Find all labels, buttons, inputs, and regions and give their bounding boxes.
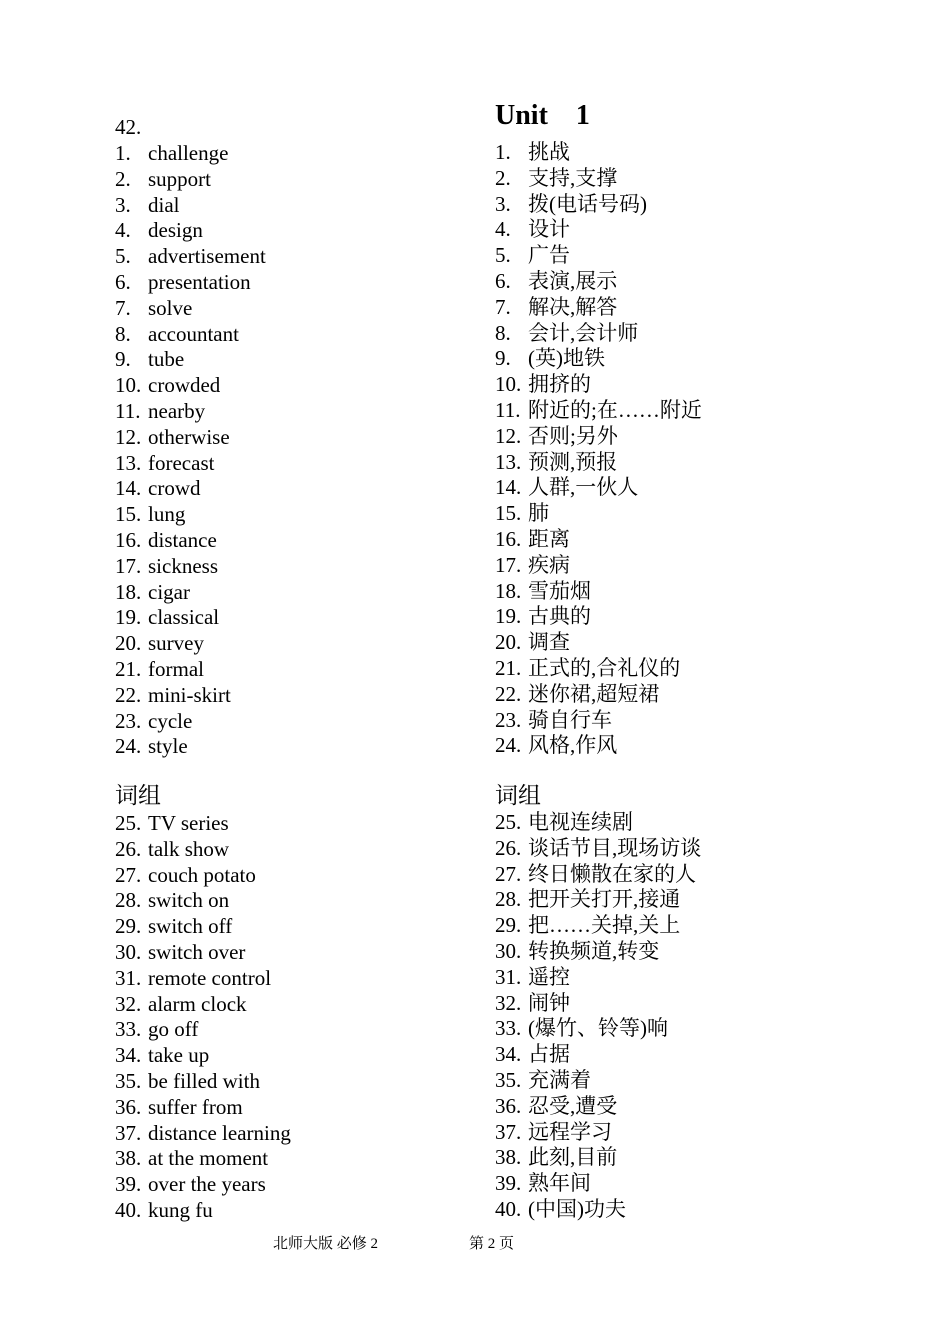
word-row xyxy=(115,656,204,682)
item-text: 支持,支撑 xyxy=(528,165,618,190)
item-number: 36. xyxy=(495,1093,522,1118)
phrase-row xyxy=(495,886,680,912)
item-number: 26. xyxy=(115,836,142,861)
item-text: mini-skirt xyxy=(148,682,231,707)
item-text: dial xyxy=(148,192,180,217)
item-number: 8. xyxy=(115,321,131,346)
item-number: 33. xyxy=(495,1016,522,1041)
phrase-row xyxy=(115,1094,243,1120)
item-number: 5. xyxy=(495,243,511,268)
phrase-row xyxy=(495,1119,612,1145)
word-row xyxy=(115,604,219,630)
item-text: (中国)功夫 xyxy=(528,1197,626,1221)
item-text: 表演,展示 xyxy=(528,269,618,293)
item-number: 26. xyxy=(495,835,522,860)
item-text: style xyxy=(148,734,188,759)
phrase-row xyxy=(115,991,247,1017)
page-number: 第 2 页 xyxy=(469,1236,515,1252)
item-text: 占据 xyxy=(528,1042,570,1067)
word-row xyxy=(495,371,591,397)
word-row xyxy=(495,449,617,475)
phrase-row xyxy=(115,810,229,836)
item-number: 10. xyxy=(495,372,522,397)
phrase-row xyxy=(115,1145,268,1171)
word-row xyxy=(115,708,192,734)
item-text: 风格,作风 xyxy=(528,733,618,758)
item-text: 谈话节目,现场访谈 xyxy=(528,835,702,860)
item-text: switch off xyxy=(148,914,233,939)
item-number: 17. xyxy=(495,552,522,577)
item-number: 21. xyxy=(495,656,522,680)
item-number: 13. xyxy=(115,450,142,475)
word-row xyxy=(495,397,702,423)
word-row xyxy=(115,346,184,372)
item-text: 广告 xyxy=(528,243,570,268)
item-number: 3. xyxy=(495,191,511,216)
item-number: 12. xyxy=(115,424,142,449)
phrase-row xyxy=(495,1015,668,1041)
word-row xyxy=(495,655,680,681)
item-number: 15. xyxy=(495,501,522,526)
phrase-row xyxy=(495,990,570,1016)
item-number: 36. xyxy=(115,1094,142,1119)
item-text: switch on xyxy=(148,888,230,913)
phrase-row xyxy=(495,809,633,835)
word-row xyxy=(495,345,605,371)
item-text: take up xyxy=(148,1043,210,1068)
item-number: 25. xyxy=(115,811,142,835)
item-text: 把开关打开,接通 xyxy=(528,887,681,912)
item-text: design xyxy=(148,218,203,243)
item-text: 把……关掉,关上 xyxy=(528,913,681,938)
item-number: 27. xyxy=(495,861,522,886)
item-number: 35. xyxy=(495,1068,522,1092)
item-number: 14. xyxy=(495,475,522,500)
item-text: otherwise xyxy=(148,424,230,449)
item-text: cycle xyxy=(148,708,193,733)
word-row xyxy=(115,450,214,476)
item-text: 遥控 xyxy=(528,964,570,989)
item-number: 18. xyxy=(115,579,142,604)
item-text: 肺 xyxy=(528,501,549,526)
item-text: lung xyxy=(148,502,186,527)
edition-label: 北师大版 必修 2 xyxy=(273,1236,379,1252)
phrase-heading-chinese: 词组 xyxy=(495,783,541,808)
item-number: 40. xyxy=(495,1197,522,1221)
word-row xyxy=(495,165,617,191)
phrase-row xyxy=(495,1093,617,1119)
item-number: 2. xyxy=(495,165,511,190)
word-row xyxy=(115,243,266,269)
word-row xyxy=(115,553,218,579)
item-text: 远程学习 xyxy=(528,1119,612,1144)
item-text: 人群,一伙人 xyxy=(528,475,639,500)
item-text: 此刻,目前 xyxy=(528,1145,618,1170)
item-text: 闹钟 xyxy=(528,990,570,1015)
item-text: forecast xyxy=(148,450,215,475)
item-text: 终日懒散在家的人 xyxy=(528,861,696,886)
word-row xyxy=(495,500,549,526)
item-text: 附近的;在……附近 xyxy=(528,398,702,422)
word-row xyxy=(115,217,203,243)
item-text: formal xyxy=(148,657,204,681)
item-text: switch over xyxy=(148,940,246,964)
word-row xyxy=(495,526,570,552)
item-text: alarm clock xyxy=(148,991,247,1016)
item-number: 29. xyxy=(115,914,142,939)
item-text: at the moment xyxy=(148,1146,269,1171)
item-text: 熟年间 xyxy=(528,1171,591,1196)
item-number: 15. xyxy=(115,502,142,527)
item-number: 31. xyxy=(495,964,522,989)
item-text: accountant xyxy=(148,321,239,346)
word-row xyxy=(495,242,570,268)
phrase-heading-english: 词组 xyxy=(115,783,161,808)
word-row xyxy=(495,191,647,217)
item-number: 16. xyxy=(115,528,142,552)
word-row xyxy=(115,295,192,321)
item-text: tube xyxy=(148,347,185,372)
item-text: crowded xyxy=(148,373,221,398)
item-number: 6. xyxy=(115,270,131,294)
item-number: 22. xyxy=(495,681,522,706)
word-row xyxy=(495,268,617,294)
item-text: 转换频道,转变 xyxy=(528,939,660,963)
word-row xyxy=(115,501,185,527)
item-number: 19. xyxy=(495,604,522,629)
word-row xyxy=(495,552,570,578)
word-row xyxy=(495,216,570,242)
item-text: 雪茄烟 xyxy=(528,578,591,603)
item-number: 20. xyxy=(495,630,522,655)
phrase-row xyxy=(115,1068,260,1094)
item-text: 拥挤的 xyxy=(528,372,591,397)
word-row xyxy=(115,269,251,295)
item-number: 38. xyxy=(115,1146,142,1171)
item-number: 33. xyxy=(115,1017,142,1042)
item-number: 39. xyxy=(115,1172,142,1197)
item-number: 34. xyxy=(115,1043,142,1068)
item-number: 22. xyxy=(115,682,142,707)
item-number: 38. xyxy=(495,1145,522,1170)
item-text: nearby xyxy=(148,399,206,423)
item-text: 电视连续剧 xyxy=(528,810,633,834)
item-number: 29. xyxy=(495,913,522,938)
item-number: 21. xyxy=(115,657,142,681)
phrase-row xyxy=(115,913,232,939)
item-text: survey xyxy=(148,631,204,656)
word-row xyxy=(115,527,217,553)
item-number: 25. xyxy=(495,810,522,834)
item-number: 10. xyxy=(115,373,142,398)
item-number: 11. xyxy=(115,399,141,423)
item-text: 骑自行车 xyxy=(528,707,612,732)
item-number: 14. xyxy=(115,476,142,501)
item-number: 17. xyxy=(115,553,142,578)
item-text: sickness xyxy=(148,553,218,578)
item-number: 7. xyxy=(495,294,511,319)
word-row xyxy=(495,578,591,604)
phrase-row xyxy=(115,1016,198,1042)
item-number: 18. xyxy=(495,578,522,603)
item-text: remote control xyxy=(148,965,272,990)
phrase-row xyxy=(495,835,701,861)
word-row xyxy=(115,192,180,218)
item-text: distance xyxy=(148,528,217,552)
item-number: 7. xyxy=(115,295,131,320)
item-text: 设计 xyxy=(528,217,570,242)
item-text: go off xyxy=(148,1017,199,1042)
item-number: 16. xyxy=(495,527,522,551)
item-number: 31. xyxy=(115,965,142,990)
phrase-row xyxy=(115,1171,266,1197)
word-row xyxy=(115,579,190,605)
item-text: support xyxy=(148,166,211,191)
phrase-row xyxy=(115,836,229,862)
item-number: 5. xyxy=(115,244,131,269)
word-row xyxy=(495,320,638,346)
item-number: 1. xyxy=(495,140,511,164)
item-text: over the years xyxy=(148,1172,266,1197)
word-row xyxy=(115,630,204,656)
item-number: 30. xyxy=(115,940,142,964)
item-text: 否则;另外 xyxy=(528,423,618,448)
word-row xyxy=(115,166,211,192)
item-text: 挑战 xyxy=(528,140,570,164)
word-row xyxy=(495,603,591,629)
item-number: 37. xyxy=(115,1120,142,1145)
phrase-row xyxy=(495,964,570,990)
phrase-row xyxy=(495,1196,626,1222)
phrase-row xyxy=(495,912,680,938)
item-number: 34. xyxy=(495,1042,522,1067)
item-number: 9. xyxy=(115,347,131,372)
phrase-row xyxy=(115,939,245,965)
item-number: 35. xyxy=(115,1069,142,1093)
item-number: 3. xyxy=(115,192,131,217)
item-text: be filled with xyxy=(148,1069,260,1093)
phrase-row xyxy=(495,1041,570,1067)
item-number: 2. xyxy=(115,166,131,191)
phrase-row xyxy=(495,938,659,964)
item-number: 13. xyxy=(495,449,522,474)
item-number: 32. xyxy=(115,991,142,1016)
item-text: couch potato xyxy=(148,862,256,887)
word-row xyxy=(115,682,231,708)
word-row xyxy=(115,733,188,759)
item-text: 预测,预报 xyxy=(528,449,618,474)
item-text: classical xyxy=(148,605,220,630)
item-number: 24. xyxy=(115,734,142,759)
phrase-row xyxy=(115,887,229,913)
item-text: kung fu xyxy=(148,1198,213,1222)
item-text: advertisement xyxy=(148,244,266,269)
word-row xyxy=(115,424,230,450)
item-42: 42. xyxy=(115,115,142,139)
item-number: 28. xyxy=(495,887,522,912)
word-row xyxy=(495,423,618,449)
item-number: 23. xyxy=(495,707,522,732)
item-number: 39. xyxy=(495,1171,522,1196)
phrase-row xyxy=(495,1170,591,1196)
phrase-row xyxy=(115,1197,213,1223)
item-text: 迷你裙,超短裙 xyxy=(528,681,660,706)
item-number: 4. xyxy=(115,218,131,243)
phrase-row xyxy=(115,1120,291,1146)
item-number: 11. xyxy=(495,398,521,422)
word-row xyxy=(495,629,570,655)
word-row xyxy=(495,732,617,758)
item-text: 充满着 xyxy=(528,1068,591,1092)
item-text: 疾病 xyxy=(528,552,570,577)
item-text: 解决,解答 xyxy=(528,294,618,319)
item-number: 4. xyxy=(495,217,511,242)
item-text: suffer from xyxy=(148,1094,243,1119)
phrase-row xyxy=(115,862,256,888)
word-row xyxy=(115,140,228,166)
item-number: 19. xyxy=(115,605,142,630)
item-text: talk show xyxy=(148,836,230,861)
word-row xyxy=(495,294,617,320)
item-number: 40. xyxy=(115,1198,142,1222)
item-number: 12. xyxy=(495,423,522,448)
item-number: 37. xyxy=(495,1119,522,1144)
item-text: cigar xyxy=(148,579,190,604)
phrase-row xyxy=(115,965,271,991)
phrase-row xyxy=(495,1144,617,1170)
item-number: 1. xyxy=(115,141,131,165)
word-row xyxy=(115,398,205,424)
item-text: 古典的 xyxy=(528,604,591,629)
item-text: 拨(电话号码) xyxy=(528,191,647,216)
word-row xyxy=(115,372,220,398)
item-text: (英)地铁 xyxy=(528,346,605,371)
item-number: 23. xyxy=(115,708,142,733)
item-number: 32. xyxy=(495,990,522,1015)
item-number: 20. xyxy=(115,631,142,656)
item-text: 忍受,遭受 xyxy=(528,1093,618,1118)
item-text: 距离 xyxy=(528,527,570,551)
item-number: 27. xyxy=(115,862,142,887)
item-number: 30. xyxy=(495,939,522,963)
phrase-row xyxy=(495,1067,591,1093)
item-text: distance learning xyxy=(148,1120,291,1145)
word-row xyxy=(495,474,638,500)
phrase-row xyxy=(115,1042,209,1068)
item-text: TV series xyxy=(148,811,229,835)
word-row xyxy=(115,475,200,501)
item-text: presentation xyxy=(148,270,251,294)
item-number: 8. xyxy=(495,320,511,345)
item-number: 28. xyxy=(115,888,142,913)
item-number: 9. xyxy=(495,346,511,371)
phrase-row xyxy=(495,861,696,887)
word-row xyxy=(115,321,239,347)
word-row xyxy=(495,707,612,733)
item-number: 6. xyxy=(495,269,511,293)
item-text: (爆竹、铃等)响 xyxy=(528,1016,668,1041)
item-text: 调查 xyxy=(528,630,570,655)
item-text: 正式的,合礼仪的 xyxy=(528,656,681,680)
item-text: solve xyxy=(148,295,193,320)
unit-title: Unit 1 xyxy=(495,100,590,131)
word-row xyxy=(495,681,659,707)
item-text: crowd xyxy=(148,476,201,501)
item-number: 24. xyxy=(495,733,522,758)
word-row xyxy=(495,139,570,165)
item-text: challenge xyxy=(148,141,229,165)
item-text: 会计,会计师 xyxy=(528,320,639,345)
